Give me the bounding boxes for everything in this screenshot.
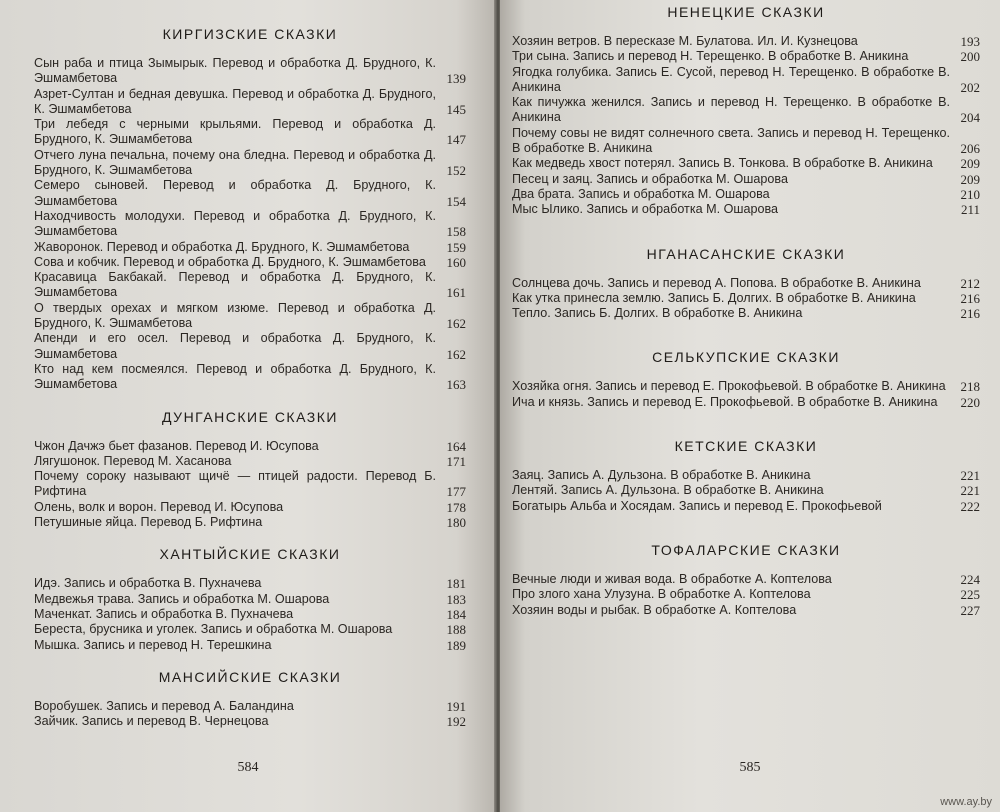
entry-page-number: 193: [960, 34, 980, 49]
entry-page-number: 147: [446, 132, 466, 148]
entry-title: Воробушек. Запись и перевод А. Баландина: [34, 698, 294, 713]
toc-section: [34, 26, 466, 393]
section-title: КЕТСКИЕ СКАЗКИ: [674, 438, 818, 455]
entry-title: Лентяй. Запись А. Дульзона. В обработке В. Аникина: [512, 483, 824, 498]
entry-title: Апенди и его осел. Перевод и обработка Д. Брудного, К. Эшмамбетова: [34, 331, 436, 361]
entry-page-number: 145: [446, 101, 466, 117]
entry-title: Кто над кем посмеялся. Перевод и обработка Д. Брудного, К. Эшмамбетова: [34, 361, 436, 392]
toc-entry: [512, 587, 980, 602]
entry-page-number: 189: [446, 637, 466, 653]
entry-page-number: 209: [960, 171, 980, 187]
toc-entry: [34, 117, 466, 148]
entry-title: Почему совы не видят солнечного света. Запись и перевод Н. Терещенко. В обработке В. Аникина: [512, 125, 950, 156]
toc-entry: [34, 87, 466, 118]
entry-page-number: 171: [446, 453, 466, 469]
section-title: ТОФАЛАРСКИЕ СКАЗКИ: [651, 541, 841, 558]
toc-entry: [34, 515, 466, 530]
toc-entry: [34, 469, 466, 500]
watermark: www.ay.by: [940, 796, 992, 808]
entry-title: Про злого хана Улузуна. В обработке А. Коптелова: [512, 587, 811, 602]
toc-entry: [512, 126, 980, 157]
toc-entry: [512, 49, 980, 64]
entry-page-number: 222: [960, 498, 980, 514]
toc-entry: [512, 306, 980, 321]
toc-entry: [512, 379, 980, 394]
entry-title: Три сына. Запись и перевод Н. Терещенко. В обработке В. Аникина: [512, 49, 909, 64]
entry-page-number: 209: [960, 156, 980, 172]
entry-page-number: 177: [446, 484, 466, 500]
toc-entry: [34, 240, 466, 255]
entry-title: Зайчик. Запись и перевод В. Чернецова: [34, 714, 269, 729]
entry-title: О твердых орехах и мягком изюме. Перевод и обработка Д. Брудного, К. Эшмамбетова: [34, 300, 436, 331]
entry-title: Сова и кобчик. Перевод и обработка Д. Брудного, К. Эшмамбетова: [34, 254, 426, 269]
toc-section: [512, 349, 980, 410]
entry-page-number: 224: [960, 571, 980, 587]
toc-entry: [512, 499, 980, 514]
page-number: 584: [237, 760, 259, 775]
entry-title: Два брата. Запись и обработка М. Ошарова: [512, 186, 770, 201]
entry-title: Азрет-Султан и бедная девушка. Перевод и обработка Д. Брудного, К. Эшмамбетова: [34, 86, 436, 116]
entry-title: Как утка принесла землю. Запись Б. Долгих. В обработке В. Аникина: [512, 290, 916, 305]
toc-section: [34, 546, 466, 652]
entry-title: Хозяин ветров. В пересказе М. Булатова. Ил. И. Кузнецова: [512, 34, 858, 48]
entry-title: Почему сороку называют щичё — птицей радости. Перевод Б. Рифтина: [34, 469, 436, 499]
entry-page-number: 160: [446, 254, 466, 270]
toc-entry: [34, 209, 466, 240]
toc-section: [34, 409, 466, 531]
entry-title: Ягодка голубика. Запись Е. Сусой, перевод Н. Терещенко. В обработке В. Аникина: [512, 64, 950, 94]
entry-title: Семеро сыновей. Перевод и обработка Д. Брудного, К. Эшмамбетова: [34, 178, 436, 208]
toc-entry: [34, 714, 466, 729]
toc-entry: [34, 607, 466, 622]
entry-title: Вечные люди и живая вода. В обработке А. Коптелова: [512, 571, 832, 586]
entry-page-number: 158: [446, 224, 466, 240]
entry-title: Ича и князь. Запись и перевод Е. Прокофьевой. В обработке В. Аникина: [512, 394, 938, 409]
entry-title: Как пичужка женился. Запись и перевод Н. Терещенко. В обработке В. Аникина: [512, 95, 950, 125]
toc-entry: [512, 395, 980, 410]
toc-entry: [34, 592, 466, 607]
entry-page-number: 220: [960, 394, 980, 410]
section-title: НГАНАСАНСКИЕ СКАЗКИ: [646, 245, 846, 262]
toc-entry: [512, 276, 980, 291]
entry-title: Мыс Ылико. Запись и обработка М. Ошарова: [512, 202, 779, 217]
section-title: СЕЛЬКУПСКИЕ СКАЗКИ: [652, 349, 840, 366]
toc-entry: [512, 483, 980, 498]
toc-entry: [34, 699, 466, 714]
entry-title: Красавица Бакбакай. Перевод и обработка Д. Брудного, К. Эшмамбетова: [34, 270, 436, 300]
toc-entry: [34, 500, 466, 515]
entry-page-number: 218: [960, 379, 980, 395]
entry-page-number: 178: [446, 499, 466, 515]
entry-title: Три лебедя с черными крыльями. Перевод и обработка Д. Брудного, К. Эшмамбетова: [34, 117, 436, 147]
entry-page-number: 162: [446, 346, 466, 362]
entry-title: Жаворонок. Перевод и обработка Д. Брудного, К. Эшмамбетова: [34, 239, 410, 254]
toc-entry: [34, 148, 466, 179]
toc-entry: [34, 576, 466, 591]
entry-page-number: 154: [446, 193, 466, 209]
entry-title: Песец и заяц. Запись и обработка М. Ошарова: [512, 171, 788, 186]
toc-section: [34, 669, 466, 730]
toc-entry: [34, 362, 466, 393]
toc-entry: [34, 638, 466, 653]
entry-page-number: 204: [960, 110, 980, 126]
entry-title: Медвежья трава. Запись и обработка М. Ошарова: [34, 591, 330, 606]
toc-entry: [34, 454, 466, 469]
entry-page-number: 164: [446, 438, 466, 454]
entry-page-number: 159: [446, 239, 466, 255]
entry-page-number: 192: [446, 714, 466, 730]
right-page: [500, 0, 1000, 812]
entry-page-number: 212: [960, 275, 980, 291]
entry-title: Береста, брусника и уголек. Запись и обработка М. Ошарова: [34, 622, 393, 637]
entry-page-number: 221: [960, 483, 980, 499]
entry-title: Хозяйка огня. Запись и перевод Е. Прокофьевой. В обработке В. Аникина: [512, 379, 946, 394]
entry-title: Тепло. Запись Б. Долгих. В обработке В. Аникина: [512, 306, 803, 321]
entry-page-number: 200: [960, 49, 980, 65]
toc-entry: [512, 187, 980, 202]
toc-entry: [34, 622, 466, 637]
entry-title: Мышка. Запись и перевод Н. Терешкина: [34, 637, 272, 652]
toc-entry: [512, 156, 980, 171]
section-title: НЕНЕЦКИЕ СКАЗКИ: [667, 4, 825, 20]
toc-section: [512, 542, 980, 618]
toc-entry: [34, 178, 466, 209]
entry-page-number: 184: [446, 606, 466, 622]
toc-section: [512, 4, 980, 218]
toc-entry: [512, 572, 980, 587]
entry-title: Идэ. Запись и обработка В. Пухначева: [34, 576, 262, 591]
toc-entry: [512, 34, 980, 49]
section-title: МАНСИЙСКИЕ СКАЗКИ: [158, 668, 342, 685]
entry-page-number: 206: [960, 141, 980, 157]
entry-title: Заяц. Запись А. Дульзона. В обработке В. Аникина: [512, 468, 811, 483]
toc-section: [512, 438, 980, 514]
entry-title: Солнцева дочь. Запись и перевод А. Попова. В обработке В. Аникина: [512, 275, 921, 290]
toc-entry: [512, 202, 980, 217]
entry-title: Хозяин воды и рыбак. В обработке А. Коптелова: [512, 602, 797, 617]
toc-entry: [34, 56, 466, 87]
page-number: 585: [739, 760, 761, 775]
entry-title: Находчивость молодухи. Перевод и обработка Д. Брудного, К. Эшмамбетова: [34, 208, 436, 239]
entry-page-number: 216: [960, 306, 980, 322]
toc-entry: [512, 291, 980, 306]
section-title: ХАНТЫЙСКИЕ СКАЗКИ: [159, 546, 341, 563]
entry-page-number: 162: [446, 316, 466, 332]
entry-page-number: 221: [960, 468, 980, 484]
entry-title: Лягушонок. Перевод М. Хасанова: [34, 453, 232, 468]
entry-page-number: 180: [446, 515, 466, 531]
entry-title: Олень, волк и ворон. Перевод И. Юсупова: [34, 499, 284, 514]
entry-page-number: 161: [446, 285, 466, 301]
toc-entry: [34, 439, 466, 454]
toc-entry: [512, 603, 980, 618]
entry-page-number: 152: [446, 163, 466, 179]
entry-title: Как медведь хвост потерял. Запись В. Тонкова. В обработке В. Аникина: [512, 156, 933, 171]
entry-page-number: 188: [446, 622, 466, 638]
entry-title: Петушиные яйца. Перевод Б. Рифтина: [34, 515, 263, 530]
entry-page-number: 225: [960, 587, 980, 603]
toc-entry: [512, 468, 980, 483]
entry-page-number: 181: [446, 576, 466, 592]
entry-title: Богатырь Альба и Хосядам. Запись и перевод Е. Прокофьевой: [512, 498, 882, 513]
entry-page-number: 191: [446, 698, 466, 714]
left-page: [0, 0, 496, 812]
toc-entry: [512, 95, 980, 126]
entry-title: Чжон Дачжэ бьет фазанов. Перевод И. Юсупова: [34, 438, 319, 453]
entry-title: Сын раба и птица Зымырык. Перевод и обработка Д. Брудного, К. Эшмамбетова: [34, 56, 436, 86]
toc-entry: [34, 331, 466, 362]
toc-entry: [512, 65, 980, 96]
entry-page-number: 183: [446, 591, 466, 607]
entry-page-number: 216: [960, 290, 980, 306]
toc-section: [512, 246, 980, 322]
entry-page-number: 227: [960, 602, 980, 618]
entry-page-number: 139: [446, 71, 466, 87]
entry-page-number: 163: [446, 377, 466, 393]
section-title: ДУНГАНСКИЕ СКАЗКИ: [162, 408, 338, 425]
toc-entry: [512, 172, 980, 187]
toc-entry: [34, 255, 466, 270]
toc-entry: [34, 270, 466, 301]
entry-title: Отчего луна печальна, почему она бледна. Перевод и обработка Д. Брудного, К. Эшмамбетова: [34, 147, 436, 178]
section-title: КИРГИЗСКИЕ СКАЗКИ: [162, 26, 338, 42]
toc-entry: [34, 301, 466, 332]
entry-page-number: 202: [960, 79, 980, 95]
entry-page-number: 211: [960, 202, 980, 218]
entry-page-number: 210: [960, 186, 980, 202]
entry-title: Маченкат. Запись и обработка В. Пухначева: [34, 606, 294, 621]
